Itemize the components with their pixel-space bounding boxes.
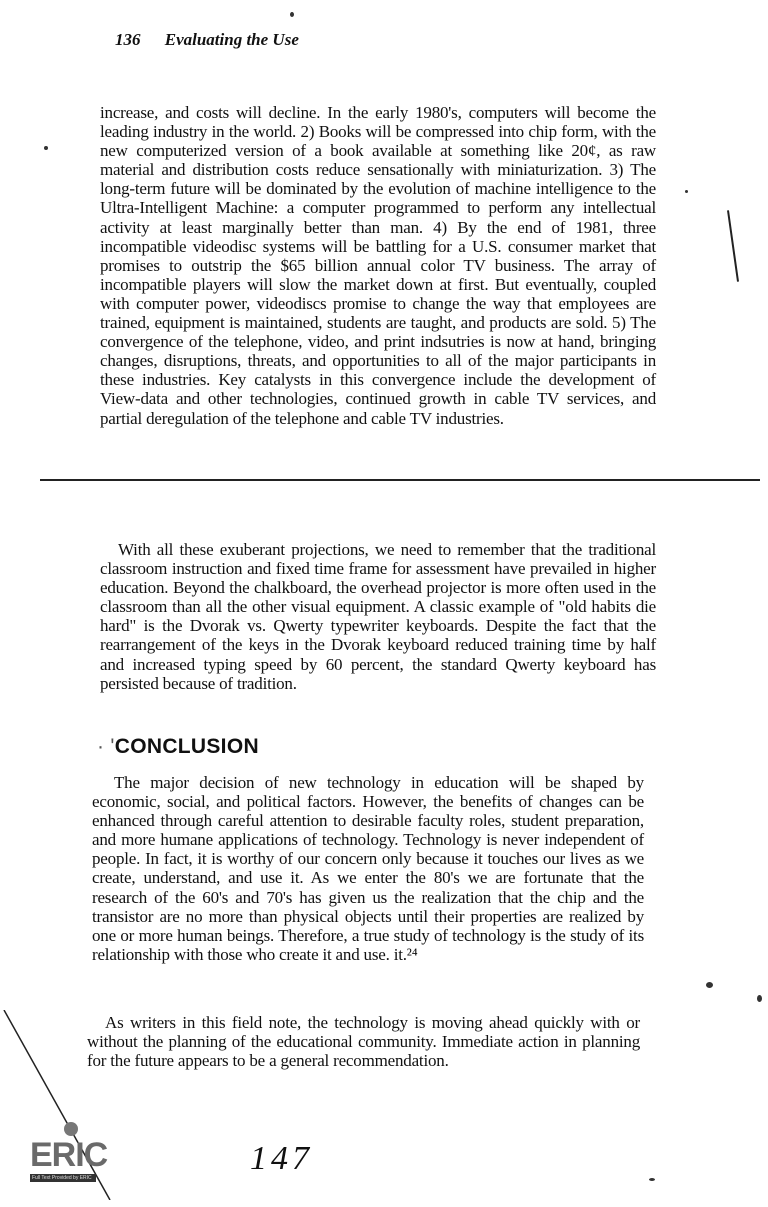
section-heading: [97, 735, 259, 759]
paragraph-text: As writers in this field note, the technology is moving ahead quickly with or without the planning of the educational community. Immediate action in planning for the future appears to be a general recommendation.: [87, 1013, 640, 1071]
paragraph-text: The major decision of new technology in education will be shaped by economic, social, and political factors. However, the benefits of changes can be enhanced through careful attention to desirable faculty roles, student preparation, and more humane applications of technology. Technology is never independent of people. In fact, it is worthy of our concern only because it touches our lives as we create, understand, and use it. As we enter the 80's we are fortunate that the research of the 60's and 70's has given us the realization that the chip and the transistor are no more than physical objects until their properties are realized by one or more human beings. Therefore, a true study of technology is the study of its relationship with those who create it and use. it.²⁴: [92, 773, 644, 964]
margin-mark: · ': [97, 735, 115, 758]
scan-speck: [685, 190, 688, 193]
margin-bracket-mark: [727, 210, 739, 282]
paragraph-conclusion-2: [87, 1013, 640, 1070]
paragraph-text: With all these exuberant projections, we need to remember that the traditional classroom instruction and fixed time frame for assessment have prevailed in higher education. Beyond the chalkboard, the overhead projector is more often used in the classroom than all the other visual equipment. A classic example of "old habits die hard" is the Dvorak vs. Qwerty typewriter keyboards. Despite the fact that the rearrangement of the keys in the Dvorak keyboard reduced training time by half and increased typing speed by 60 percent, the standard Qwerty keyboard has persisted because of tradition.: [100, 540, 656, 693]
paragraph-predictions: [100, 103, 656, 428]
paragraph-projections: [100, 540, 656, 693]
scan-speck: [290, 12, 294, 17]
paragraph-text: increase, and costs will decline. In the early 1980's, computers will become the leading industry in the world. 2) Books will be compressed into chip form, with the new computerized version of a book available at something like 20¢, as raw material and distribution costs reduce sensationally with miniaturization. 3) The long-term future will be dominated by the evolution of machine intelligence to the Ultra-Intelligent Machine: a computer programmed to perform any intellectual activity at least marginally better than man. 4) By the end of 1981, three incompatible videodisc systems will be battling for a U.S. consumer market that promises to outstrip the $65 billion annual color TV business. The array of incompatible players will slow the market down at first. But eventually, coupled with computer power, videodiscs promise to change the way that employees are trained, equipment is maintained, students are taught, and products are sold. 5) The convergence of the telephone, video, and print indsutries is now at hand, bringing changes, disruptions, threats, and opportunities to all of the major participants in these industries. Key catalysts in this convergence include the development of View-data and other technologies, continued growth in cable TV services, and partial deregulation of the telephone and cable TV industries.: [100, 103, 656, 428]
eric-logo: [30, 1122, 106, 1184]
scan-speck: [706, 982, 713, 988]
strikethrough-line: [40, 479, 760, 481]
scan-speck: [649, 1178, 655, 1181]
running-head: [115, 30, 299, 50]
eric-tagline: Full Text Provided by ERIC: [30, 1174, 96, 1182]
page-number: 136: [115, 30, 141, 49]
folio-number: 147: [250, 1140, 313, 1177]
heading-text: CONCLUSION: [114, 735, 259, 758]
scan-speck: [757, 995, 762, 1002]
paragraph-conclusion-1: [92, 773, 644, 964]
scan-speck: [44, 146, 48, 150]
eric-emblem-icon: [64, 1122, 78, 1136]
running-title: Evaluating the Use: [164, 30, 299, 49]
eric-logo-text: ERIC: [30, 1136, 108, 1174]
